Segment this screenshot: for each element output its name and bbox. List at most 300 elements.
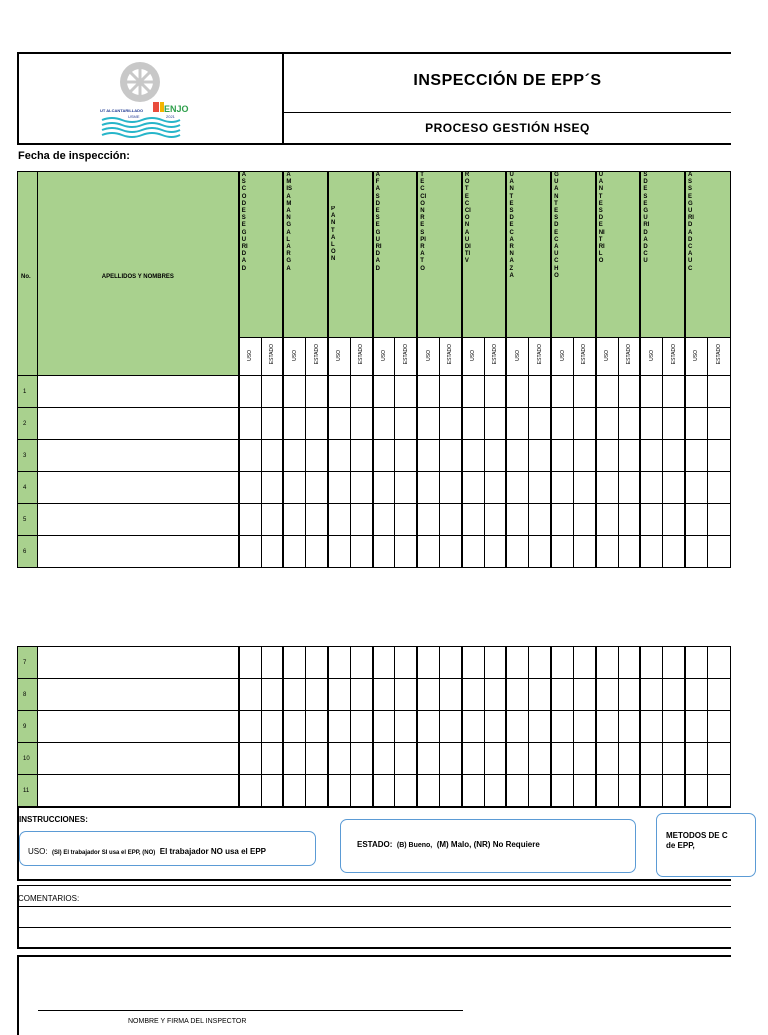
estado-cell[interactable] [618, 536, 640, 568]
uso-cell[interactable] [328, 376, 350, 408]
uso-cell[interactable] [462, 743, 484, 775]
signature-label: NOMBRE Y FIRMA DEL INSPECTOR [128, 1018, 247, 1025]
estado-cell[interactable] [306, 376, 328, 408]
estado-cell[interactable] [306, 472, 328, 504]
uso-cell[interactable] [239, 376, 261, 408]
uso-cell[interactable] [373, 472, 395, 504]
row-number-label: 8 [23, 691, 27, 698]
estado-cell[interactable] [306, 775, 328, 807]
uso-cell[interactable] [373, 504, 395, 536]
uso-cell[interactable] [328, 743, 350, 775]
uso-cell[interactable] [239, 440, 261, 472]
estado-cell[interactable] [707, 440, 730, 472]
estado-cell[interactable] [529, 536, 551, 568]
estado-cell[interactable] [707, 711, 730, 743]
estado-cell[interactable] [395, 504, 417, 536]
estado-cell[interactable] [261, 408, 283, 440]
estado-cell[interactable] [261, 536, 283, 568]
uso-cell[interactable] [685, 440, 707, 472]
estado-cell[interactable] [395, 743, 417, 775]
uso-cell[interactable] [328, 408, 350, 440]
estado-cell[interactable] [306, 647, 328, 679]
uso-cell[interactable] [640, 504, 662, 536]
subheader-uso [373, 338, 395, 376]
name-cell[interactable] [38, 743, 239, 775]
uso-cell[interactable] [551, 743, 573, 775]
col-header-epp [596, 172, 641, 338]
estado-cell[interactable] [350, 440, 372, 472]
estado-cell[interactable] [663, 440, 685, 472]
estado-cell[interactable] [663, 775, 685, 807]
estado-cell[interactable] [350, 536, 372, 568]
name-cell[interactable] [38, 408, 239, 440]
uso-cell[interactable] [283, 536, 305, 568]
uso-cell[interactable] [640, 440, 662, 472]
estado-cell[interactable] [440, 440, 462, 472]
uso-cell[interactable] [596, 408, 618, 440]
estado-cell[interactable] [707, 775, 730, 807]
uso-cell[interactable] [596, 536, 618, 568]
estado-cell[interactable] [707, 472, 730, 504]
uso-cell[interactable] [462, 536, 484, 568]
uso-cell[interactable] [239, 472, 261, 504]
name-cell[interactable] [38, 679, 239, 711]
estado-cell[interactable] [395, 440, 417, 472]
uso-label: USO [604, 349, 611, 361]
estado-cell[interactable] [440, 711, 462, 743]
name-cell[interactable] [38, 376, 239, 408]
estado-cell[interactable] [440, 775, 462, 807]
epp-column-label: UANTES DE NITRILO [598, 172, 605, 265]
uso-cell[interactable] [417, 743, 439, 775]
uso-cell[interactable] [551, 408, 573, 440]
row-number-label: 6 [23, 548, 27, 555]
estado-cell[interactable] [573, 743, 595, 775]
uso-cell[interactable] [328, 711, 350, 743]
uso-cell[interactable] [239, 743, 261, 775]
uso-cell[interactable] [417, 536, 439, 568]
estado-cell[interactable] [663, 376, 685, 408]
uso-cell[interactable] [596, 504, 618, 536]
uso-cell[interactable] [373, 775, 395, 807]
estado-cell[interactable] [261, 743, 283, 775]
uso-cell[interactable] [506, 376, 528, 408]
uso-small-text: (SI) El trabajador SI usa el EPP, (NO) [52, 850, 156, 856]
col-header-no [18, 172, 38, 376]
signature-line[interactable] [38, 1010, 463, 1011]
uso-label: USO [425, 349, 432, 361]
estado-cell[interactable] [350, 743, 372, 775]
estado-cell[interactable] [350, 711, 372, 743]
estado-cell[interactable] [440, 376, 462, 408]
epp-column-label: ASCO DE SEGURIDAD [241, 172, 248, 272]
estado-label: ESTADO [625, 343, 632, 365]
uso-cell[interactable] [462, 504, 484, 536]
uso-cell[interactable] [283, 408, 305, 440]
estado-cell[interactable] [573, 408, 595, 440]
uso-cell[interactable] [640, 376, 662, 408]
uso-cell[interactable] [551, 504, 573, 536]
estado-cell[interactable] [618, 504, 640, 536]
estado-cell[interactable] [573, 679, 595, 711]
estado-cell[interactable] [707, 647, 730, 679]
uso-cell[interactable] [239, 408, 261, 440]
estado-cell[interactable] [707, 504, 730, 536]
estado-cell[interactable] [440, 472, 462, 504]
logo-text-4: 2021 [166, 114, 175, 119]
estado-cell[interactable] [261, 647, 283, 679]
estado-cell[interactable] [484, 408, 506, 440]
estado-cell[interactable] [618, 440, 640, 472]
estado-cell[interactable] [350, 376, 372, 408]
row-number-label: 9 [23, 723, 27, 730]
uso-cell[interactable] [506, 440, 528, 472]
name-cell[interactable] [38, 504, 239, 536]
estado-cell[interactable] [663, 743, 685, 775]
uso-label: USO [470, 349, 477, 361]
estado-cell[interactable] [663, 408, 685, 440]
uso-cell[interactable] [283, 647, 305, 679]
name-cell[interactable] [38, 711, 239, 743]
estado-cell[interactable] [395, 679, 417, 711]
col-header-epp [640, 172, 685, 338]
uso-cell[interactable] [685, 376, 707, 408]
estado-cell[interactable] [663, 504, 685, 536]
estado-cell[interactable] [484, 775, 506, 807]
uso-cell[interactable] [373, 679, 395, 711]
uso-cell[interactable] [373, 408, 395, 440]
uso-cell[interactable] [551, 647, 573, 679]
estado-cell[interactable] [350, 504, 372, 536]
uso-cell[interactable] [640, 408, 662, 440]
uso-cell[interactable] [462, 647, 484, 679]
uso-cell[interactable] [462, 775, 484, 807]
uso-cell[interactable] [239, 679, 261, 711]
uso-cell[interactable] [328, 647, 350, 679]
uso-cell[interactable] [417, 472, 439, 504]
uso-cell[interactable] [506, 536, 528, 568]
estado-cell[interactable] [663, 679, 685, 711]
uso-cell[interactable] [417, 775, 439, 807]
col-header-epp [462, 172, 507, 338]
uso-cell[interactable] [506, 472, 528, 504]
estado-cell[interactable] [618, 711, 640, 743]
uso-cell[interactable] [506, 711, 528, 743]
estado-cell[interactable] [440, 679, 462, 711]
uso-cell[interactable] [328, 775, 350, 807]
estado-cell[interactable] [261, 472, 283, 504]
uso-cell[interactable] [596, 472, 618, 504]
uso-cell[interactable] [328, 679, 350, 711]
uso-cell[interactable] [283, 376, 305, 408]
estado-cell[interactable] [707, 408, 730, 440]
estado-cell[interactable] [350, 647, 372, 679]
row-number-label: 4 [23, 484, 27, 491]
row-number-label: 5 [23, 516, 27, 523]
uso-cell[interactable] [417, 679, 439, 711]
estado-cell[interactable] [306, 743, 328, 775]
estado-cell[interactable] [573, 440, 595, 472]
estado-cell[interactable] [350, 408, 372, 440]
estado-cell[interactable] [306, 408, 328, 440]
estado-cell[interactable] [618, 408, 640, 440]
uso-cell[interactable] [283, 440, 305, 472]
subheader-estado [663, 338, 685, 376]
estado-cell[interactable] [529, 743, 551, 775]
uso-cell[interactable] [239, 711, 261, 743]
estado-cell[interactable] [395, 376, 417, 408]
estado-cell[interactable] [573, 775, 595, 807]
uso-cell[interactable] [373, 376, 395, 408]
col-header-epp [239, 172, 284, 338]
uso-cell[interactable] [328, 440, 350, 472]
estado-cell[interactable] [707, 743, 730, 775]
estado-cell[interactable] [618, 775, 640, 807]
estado-cell[interactable] [395, 775, 417, 807]
subheader-estado [484, 338, 506, 376]
estado-cell[interactable] [306, 536, 328, 568]
epp-column-label: AFAS DE SEGURIDAD [375, 172, 382, 272]
estado-cell[interactable] [395, 647, 417, 679]
uso-cell[interactable] [685, 743, 707, 775]
uso-cell[interactable] [239, 647, 261, 679]
estado-cell[interactable] [529, 408, 551, 440]
uso-cell[interactable] [283, 743, 305, 775]
table-row [18, 775, 731, 807]
estado-cell[interactable] [350, 775, 372, 807]
uso-cell[interactable] [373, 536, 395, 568]
uso-cell[interactable] [685, 679, 707, 711]
uso-cell[interactable] [685, 536, 707, 568]
name-cell[interactable] [38, 472, 239, 504]
uso-cell[interactable] [283, 679, 305, 711]
uso-cell[interactable] [462, 408, 484, 440]
metodos-line-2: de EPP, [666, 841, 695, 850]
uso-cell[interactable] [640, 472, 662, 504]
estado-cell[interactable] [261, 504, 283, 536]
estado-cell[interactable] [618, 472, 640, 504]
estado-cell[interactable] [395, 536, 417, 568]
estado-cell[interactable] [618, 647, 640, 679]
uso-cell[interactable] [328, 504, 350, 536]
estado-cell[interactable] [395, 711, 417, 743]
metodos-instruction-box [656, 813, 756, 877]
uso-cell[interactable] [283, 472, 305, 504]
row-number-label: 10 [23, 755, 30, 762]
estado-cell[interactable] [484, 679, 506, 711]
uso-cell[interactable] [551, 679, 573, 711]
comments-label: COMENTARIOS: [18, 894, 80, 903]
estado-cell[interactable] [395, 408, 417, 440]
estado-cell[interactable] [663, 536, 685, 568]
estado-cell[interactable] [484, 376, 506, 408]
estado-cell[interactable] [529, 775, 551, 807]
uso-cell[interactable] [685, 504, 707, 536]
estado-cell[interactable] [350, 679, 372, 711]
uso-cell[interactable] [417, 376, 439, 408]
subheader-uso [640, 338, 662, 376]
estado-cell[interactable] [484, 440, 506, 472]
uso-cell[interactable] [506, 647, 528, 679]
uso-cell[interactable] [328, 472, 350, 504]
estado-cell[interactable] [529, 679, 551, 711]
estado-cell[interactable] [707, 679, 730, 711]
uso-cell[interactable] [551, 775, 573, 807]
uso-cell[interactable] [640, 711, 662, 743]
uso-cell[interactable] [685, 775, 707, 807]
row-number [18, 504, 38, 536]
uso-cell[interactable] [417, 440, 439, 472]
estado-cell[interactable] [707, 376, 730, 408]
uso-cell[interactable] [596, 376, 618, 408]
uso-cell[interactable] [551, 536, 573, 568]
uso-cell[interactable] [462, 472, 484, 504]
epp-column-label: ROTECCION AUDITIV [464, 172, 471, 265]
uso-cell[interactable] [239, 536, 261, 568]
col-header-epp [506, 172, 551, 338]
estado-cell[interactable] [306, 711, 328, 743]
estado-cell[interactable] [484, 504, 506, 536]
uso-cell[interactable] [373, 440, 395, 472]
uso-cell[interactable] [462, 376, 484, 408]
metodos-line-1: METODOS DE C [666, 831, 728, 840]
estado-cell[interactable] [306, 679, 328, 711]
uso-cell[interactable] [640, 743, 662, 775]
uso-cell[interactable] [685, 647, 707, 679]
estado-cell[interactable] [618, 679, 640, 711]
uso-cell[interactable] [640, 679, 662, 711]
uso-cell[interactable] [283, 504, 305, 536]
estado-cell[interactable] [573, 536, 595, 568]
uso-cell[interactable] [596, 440, 618, 472]
estado-cell[interactable] [484, 711, 506, 743]
uso-cell[interactable] [640, 647, 662, 679]
estado-cell[interactable] [261, 679, 283, 711]
uso-cell[interactable] [506, 408, 528, 440]
uso-cell[interactable] [283, 711, 305, 743]
estado-cell[interactable] [663, 711, 685, 743]
uso-cell[interactable] [685, 711, 707, 743]
uso-cell[interactable] [239, 775, 261, 807]
row-number-label: 7 [23, 659, 27, 666]
estado-cell[interactable] [529, 376, 551, 408]
comments-line-1[interactable] [17, 906, 731, 907]
estado-cell[interactable] [440, 408, 462, 440]
uso-cell[interactable] [685, 472, 707, 504]
estado-cell[interactable] [440, 504, 462, 536]
estado-cell[interactable] [484, 647, 506, 679]
subheader-estado [440, 338, 462, 376]
uso-cell[interactable] [685, 408, 707, 440]
uso-cell[interactable] [239, 504, 261, 536]
estado-cell[interactable] [573, 647, 595, 679]
name-cell[interactable] [38, 647, 239, 679]
estado-cell[interactable] [440, 743, 462, 775]
uso-cell[interactable] [417, 408, 439, 440]
uso-cell[interactable] [373, 647, 395, 679]
subheader-uso [506, 338, 528, 376]
estado-cell[interactable] [618, 376, 640, 408]
uso-cell[interactable] [596, 647, 618, 679]
estado-cell[interactable] [350, 472, 372, 504]
uso-cell[interactable] [283, 775, 305, 807]
uso-cell[interactable] [462, 440, 484, 472]
estado-cell[interactable] [484, 536, 506, 568]
estado-cell[interactable] [484, 743, 506, 775]
name-cell[interactable] [38, 536, 239, 568]
uso-cell[interactable] [462, 711, 484, 743]
estado-cell[interactable] [529, 647, 551, 679]
uso-cell[interactable] [551, 376, 573, 408]
uso-cell[interactable] [462, 679, 484, 711]
uso-cell[interactable] [596, 679, 618, 711]
table-row [18, 679, 731, 711]
uso-cell[interactable] [506, 504, 528, 536]
uso-cell[interactable] [506, 775, 528, 807]
subheader-uso [283, 338, 305, 376]
estado-cell[interactable] [261, 376, 283, 408]
col-header-epp [328, 172, 373, 338]
estado-cell[interactable] [707, 536, 730, 568]
estado-cell[interactable] [618, 743, 640, 775]
estado-cell[interactable] [573, 376, 595, 408]
epp-column-label: GUANTES DE CAUCHO [554, 172, 559, 279]
estado-cell[interactable] [306, 440, 328, 472]
uso-label: USO [247, 349, 254, 361]
estado-cell[interactable] [573, 472, 595, 504]
uso-cell[interactable] [506, 679, 528, 711]
estado-cell[interactable] [663, 472, 685, 504]
estado-cell[interactable] [261, 775, 283, 807]
estado-cell[interactable] [529, 472, 551, 504]
uso-cell[interactable] [417, 711, 439, 743]
estado-cell[interactable] [440, 536, 462, 568]
estado-cell[interactable] [529, 440, 551, 472]
uso-cell[interactable] [596, 743, 618, 775]
uso-cell[interactable] [417, 504, 439, 536]
uso-cell[interactable] [417, 647, 439, 679]
table-row [18, 408, 731, 440]
estado-cell[interactable] [663, 647, 685, 679]
estado-cell[interactable] [440, 647, 462, 679]
estado-cell[interactable] [573, 711, 595, 743]
estado-cell[interactable] [529, 504, 551, 536]
uso-cell[interactable] [596, 711, 618, 743]
comments-line-2[interactable] [17, 927, 731, 928]
estado-cell[interactable] [261, 711, 283, 743]
name-cell[interactable] [38, 440, 239, 472]
uso-cell[interactable] [373, 743, 395, 775]
estado-cell[interactable] [484, 472, 506, 504]
uso-cell[interactable] [596, 775, 618, 807]
estado-cell[interactable] [306, 504, 328, 536]
uso-cell[interactable] [551, 711, 573, 743]
uso-cell[interactable] [551, 472, 573, 504]
estado-cell[interactable] [395, 472, 417, 504]
uso-cell[interactable] [506, 743, 528, 775]
uso-cell[interactable] [640, 775, 662, 807]
estado-cell[interactable] [573, 504, 595, 536]
uso-cell[interactable] [373, 711, 395, 743]
epp-column-label: UANTES DE CARNAZA [509, 172, 514, 279]
estado-cell[interactable] [529, 711, 551, 743]
inspection-table-top [17, 171, 731, 568]
uso-cell[interactable] [551, 440, 573, 472]
uso-cell[interactable] [640, 536, 662, 568]
estado-cell[interactable] [261, 440, 283, 472]
uso-cell[interactable] [328, 536, 350, 568]
name-cell[interactable] [38, 775, 239, 807]
